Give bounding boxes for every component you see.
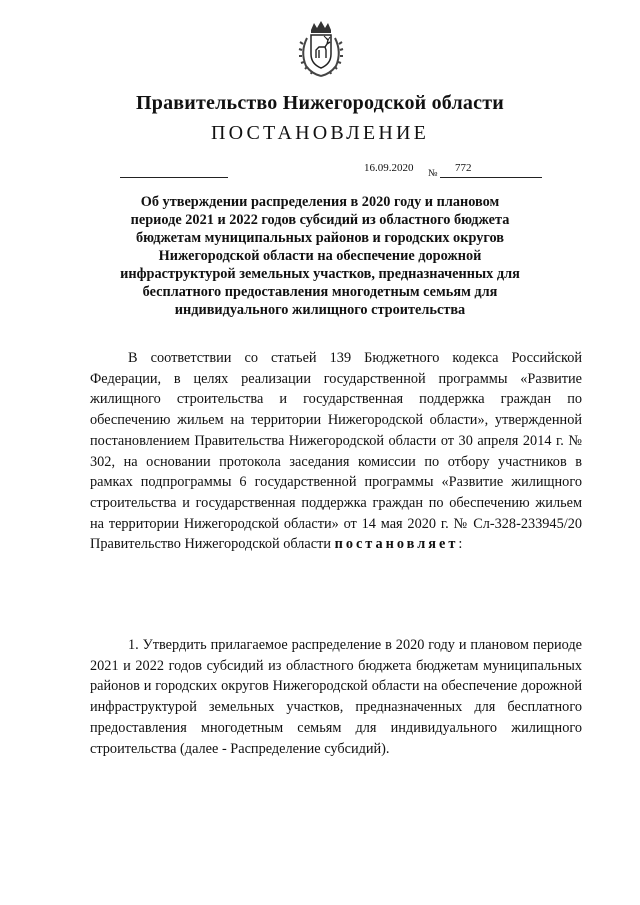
coat-of-arms-icon — [298, 20, 344, 78]
number-sign: № — [428, 168, 438, 179]
resolves-word: постановляет — [334, 536, 459, 553]
number-underline — [440, 177, 542, 178]
clause-1-text: 1. Утвердить прилагаемое распределение в 2020 году и плановом периоде 2021 и 2022 годов субсидий из областного бюджета бюджетам муниципальных районов и городских округов Нижегородской области на обеспечение дорожной инфраструктурой земельных участков, предназначенных для бесплатного предоставления многодетным семьям для индивидуального жилищного строительства (далее - Распределение субсидий). — [90, 637, 582, 757]
resolves-colon: : — [458, 536, 463, 553]
heading-line: индивидуального жилищного строительства — [174, 302, 466, 318]
heading-line: бесплатного предоставления многодетным семьям для — [142, 284, 498, 300]
document-type: ПОСТАНОВЛЕНИЕ — [210, 122, 430, 144]
heading-line: периоде 2021 и 2022 годов субсидий из областного бюджета — [130, 212, 510, 228]
preamble-text: В соответствии со статьей 139 Бюджетного кодекса Российской Федерации, в целях реализации государственной программы «Развитие жилищного строительства и государственная поддержка граждан по обеспечению жильем на территории Нижегородской области», утвержденной постановлением Правительства Нижегородской области от 30 апреля 2014 г. № 302, на основании протокола заседания комиссии по отбору участников в рамках подпрограммы 6 государственной программы «Развитие жилищного строительства и государственная поддержка граждан по обеспечению жильем на территории Нижегородской области» от 14 мая 2020 г. № Сл-328-233945/20 Правительство Нижегородской области — [90, 350, 582, 553]
heading-line: Нижегородской области на обеспечение дорожной — [158, 248, 482, 264]
heading-line: Об утверждении распределения в 2020 году и плановом — [140, 194, 500, 210]
document-number: 772 — [455, 162, 472, 174]
date-underline — [120, 177, 228, 178]
document-date: 16.09.2020 — [364, 162, 414, 174]
clause-1-paragraph — [90, 635, 582, 759]
document-heading — [100, 193, 540, 319]
preamble-paragraph — [90, 348, 582, 555]
heading-line: инфраструктурой земельных участков, предназначенных для — [120, 266, 520, 282]
organization-title: Правительство Нижегородской области — [136, 92, 504, 114]
heading-line: бюджетам муниципальных районов и городских округов — [135, 230, 505, 246]
